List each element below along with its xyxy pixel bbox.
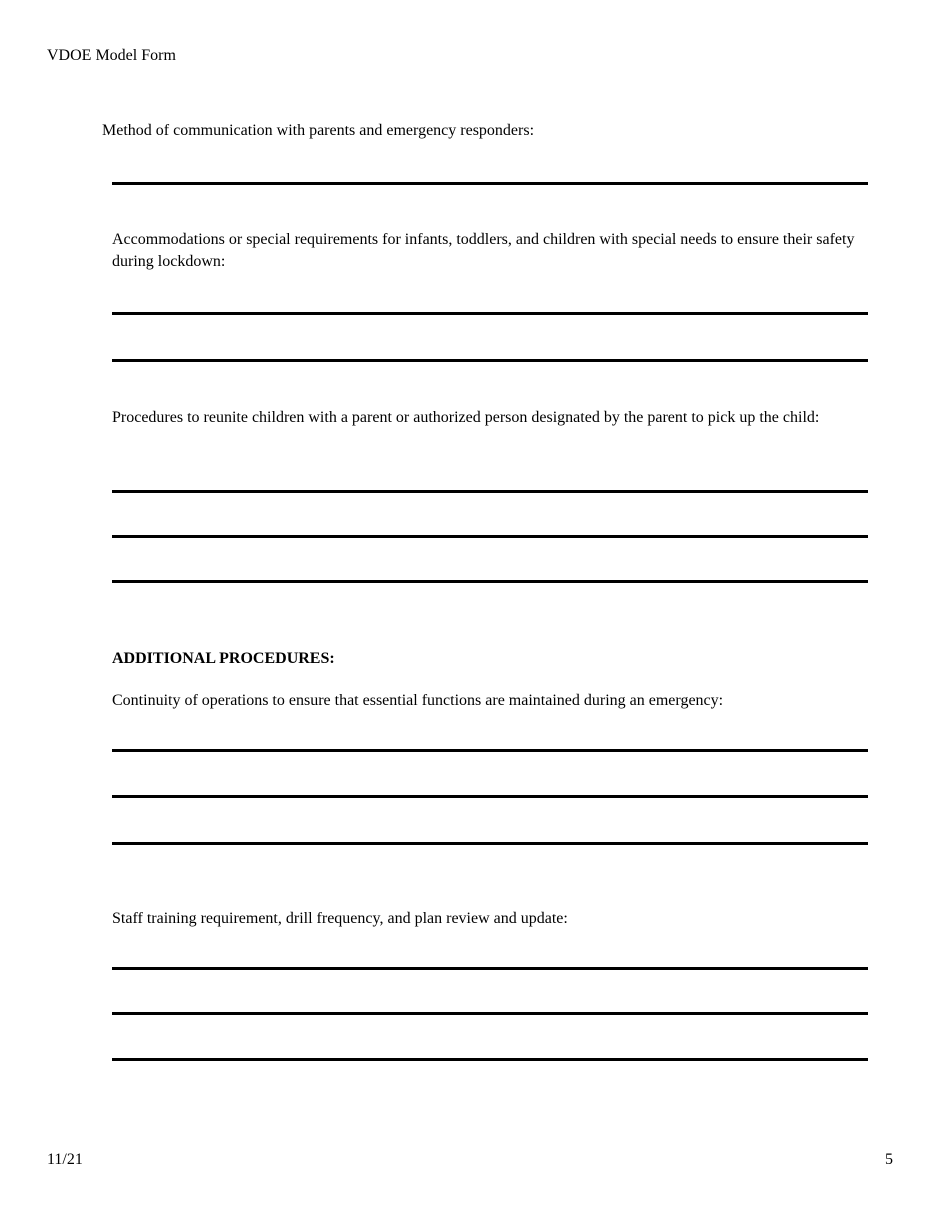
footer-page-number: 5 bbox=[885, 1151, 893, 1168]
prompt-staff-training: Staff training requirement, drill frequency, and plan review and update: bbox=[112, 910, 568, 927]
fill-in-line bbox=[112, 1058, 868, 1061]
fill-in-line bbox=[112, 535, 868, 538]
fill-in-line bbox=[112, 842, 868, 845]
fill-in-line bbox=[112, 1012, 868, 1015]
fill-in-line bbox=[112, 580, 868, 583]
prompt-communication-method: Method of communication with parents and emergency responders: bbox=[102, 122, 535, 139]
prompt-continuity: Continuity of operations to ensure that essential functions are maintained during an emergency: bbox=[112, 692, 724, 709]
fill-in-line bbox=[112, 312, 868, 315]
footer-date: 11/21 bbox=[47, 1151, 83, 1168]
fill-in-line bbox=[112, 967, 868, 970]
prompt-accommodations: Accommodations or special requirements for infants, toddlers, and children with special needs to ensure their safety during lockdown: bbox=[112, 231, 855, 270]
fill-in-line bbox=[112, 359, 868, 362]
fill-in-line bbox=[112, 182, 868, 185]
fill-in-line bbox=[112, 795, 868, 798]
section-heading-additional-procedures: ADDITIONAL PROCEDURES: bbox=[112, 650, 335, 667]
fill-in-line bbox=[112, 749, 868, 752]
form-title: VDOE Model Form bbox=[47, 47, 176, 64]
prompt-reunification: Procedures to reunite children with a parent or authorized person designated by the parent to pick up the child: bbox=[112, 409, 820, 426]
fill-in-line bbox=[112, 490, 868, 493]
